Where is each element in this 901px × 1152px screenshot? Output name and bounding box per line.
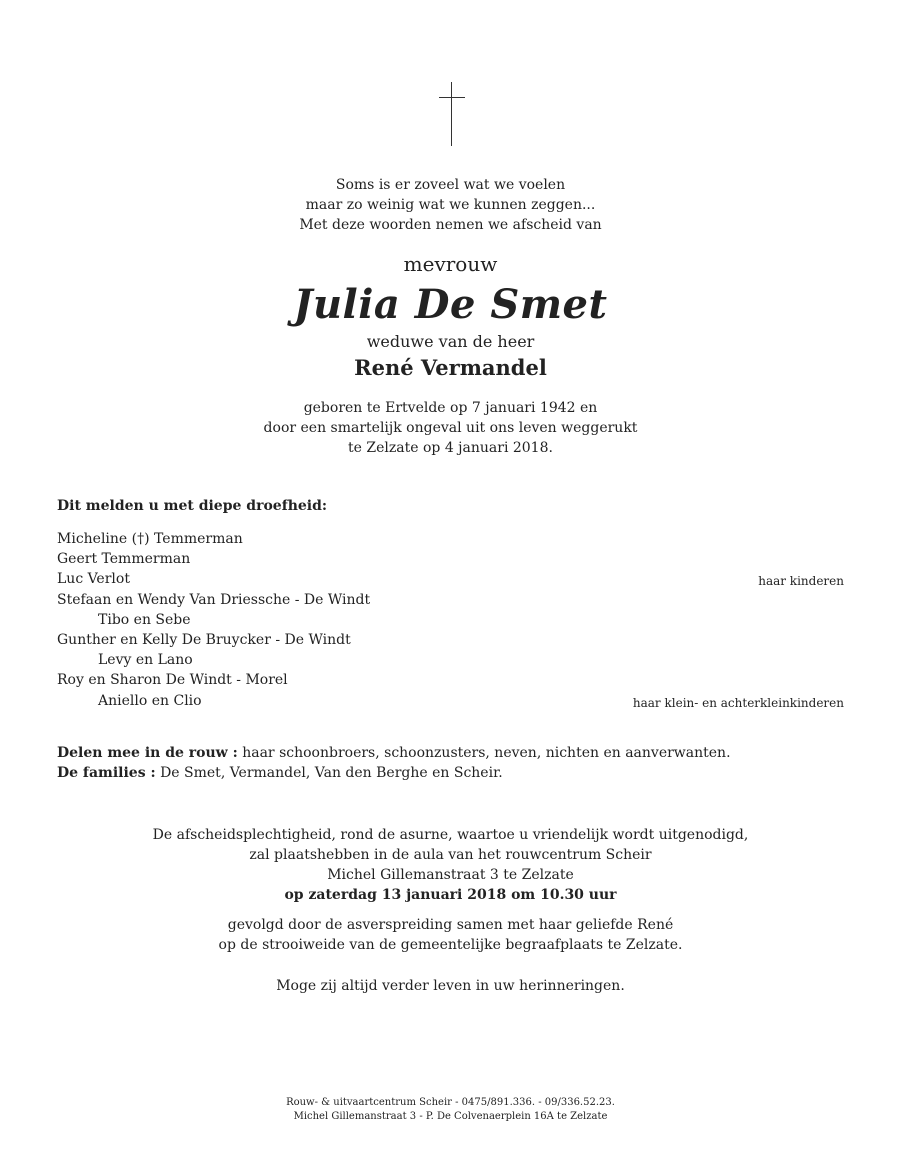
families-text: De Smet, Vermandel, Van den Berghe en Scheir. — [155, 765, 503, 781]
cross-icon — [439, 82, 465, 146]
footer-line: Rouw- & uitvaartcentrum Scheir - 0475/891.336. - 09/336.52.23. — [286, 1097, 615, 1108]
after-line: gevolgd door de asverspreiding samen met haar geliefde René — [227, 917, 674, 933]
footer — [0, 1096, 901, 1124]
family-row — [57, 590, 847, 610]
family-name: Aniello en Clio — [98, 692, 202, 709]
family-name: Geert Temmerman — [57, 551, 191, 568]
family-row — [57, 549, 847, 569]
poem-line: maar zo weinig wat we kunnen zeggen... — [305, 197, 596, 213]
poem-line: Soms is er zoveel wat we voelen — [335, 177, 566, 193]
honorific: mevrouw — [403, 252, 498, 276]
ceremony-info — [0, 825, 901, 905]
mourning-section — [57, 743, 847, 783]
poem-line: Met deze woorden nemen we afscheid van — [299, 217, 602, 233]
closing-line: Moge zij altijd verder leven in uw herinneringen. — [276, 978, 625, 994]
family-row — [57, 610, 847, 630]
families-line — [57, 763, 847, 783]
widow-line: weduwe van de heer — [366, 332, 535, 351]
birth-death-line: geboren te Ertvelde op 7 januari 1942 en — [303, 400, 598, 416]
birth-death-line: door een smartelijk ongeval uit ons leven weggerukt — [263, 420, 638, 436]
family-name: Stefaan en Wendy Van Driessche - De Windt — [57, 591, 371, 608]
family-list — [57, 529, 847, 711]
family-role: haar klein- en achterkleinkinderen — [632, 695, 844, 710]
ceremony-line: De afscheidsplechtigheid, rond de asurne, waartoe u vriendelijk wordt uitgenodigd, — [152, 827, 749, 843]
family-row — [57, 529, 847, 549]
ceremony-line: zal plaatshebben in de aula van het rouwcentrum Scheir — [249, 847, 652, 863]
family-name: Levy en Lano — [98, 652, 193, 669]
birth-death-line: te Zelzate op 4 januari 2018. — [348, 440, 553, 456]
family-row — [57, 691, 847, 711]
family-name: Luc Verlot — [57, 571, 130, 588]
family-name: Gunther en Kelly De Bruycker - De Windt — [57, 631, 351, 648]
family-name: Tibo en Sebe — [98, 611, 191, 628]
family-role: haar kinderen — [758, 574, 844, 589]
family-name: Micheline (†) Temmerman — [57, 531, 243, 547]
ceremony-date: op zaterdag 13 januari 2018 om 10.30 uur — [284, 887, 617, 903]
share-label: Delen mee in de rouw : — [57, 745, 238, 761]
after-line: op de strooiweide van de gemeentelijke begraafplaats te Zelzate. — [218, 937, 683, 953]
family-row — [57, 650, 847, 670]
deceased-name: Julia De Smet — [293, 281, 608, 328]
announce-heading: Dit melden u met diepe droefheid: — [57, 498, 328, 514]
family-row — [57, 630, 847, 650]
family-row — [57, 670, 847, 690]
poem — [0, 175, 901, 235]
spouse-name: René Vermandel — [354, 355, 547, 380]
families-label: De families : — [57, 765, 156, 781]
birth-death-info — [0, 398, 901, 458]
family-name: Roy en Sharon De Windt - Morel — [57, 672, 288, 689]
family-row — [57, 569, 847, 589]
ceremony-line: Michel Gillemanstraat 3 te Zelzate — [327, 867, 574, 883]
footer-line: Michel Gillemanstraat 3 - P. De Colvenaerplein 16A te Zelzate — [293, 1111, 608, 1122]
share-line — [57, 743, 847, 763]
ash-scattering-info — [0, 915, 901, 955]
share-text: haar schoonbroers, schoonzusters, neven, nichten en aanverwanten. — [237, 745, 731, 761]
